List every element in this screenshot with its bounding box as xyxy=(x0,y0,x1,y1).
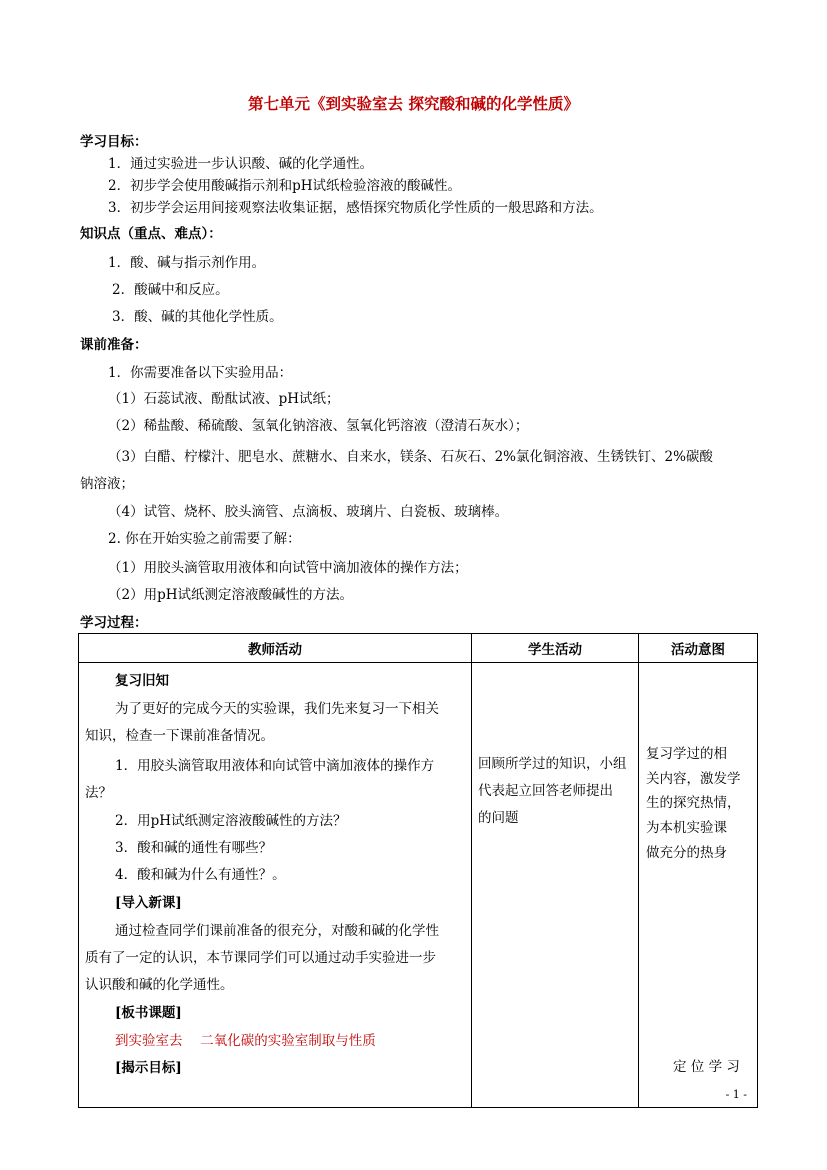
page-number: - 1 - xyxy=(725,1088,747,1101)
student-text: 的问题 xyxy=(478,810,519,826)
preparation-line: 2. 你在开始实验之前需要了解： xyxy=(108,531,301,547)
review-title: 复习旧知 xyxy=(115,673,169,689)
header-student-activity: 学生活动 xyxy=(472,634,639,663)
board-title: [板书课题] xyxy=(115,1005,182,1021)
teacher-text: 质有了一定的认识，本节课同学们可以通过动手实验进一步 xyxy=(85,950,436,966)
student-activity-cell xyxy=(472,663,639,1108)
teacher-text: 认识酸和碱的化学通性。 xyxy=(85,977,234,993)
key-points-heading: 知识点（重点、难点）： xyxy=(80,226,222,242)
teacher-text: 通过检查同学们课前准备的很充分，对酸和碱的化学性 xyxy=(115,923,439,939)
preparation-line: 钠溶液； xyxy=(80,476,134,492)
intent-text: 为本机实验课 xyxy=(646,820,727,836)
board-text: 到实验室去 二氧化碳的实验室制取与性质 xyxy=(115,1033,376,1049)
key-point-item: 1．酸、碱与指示剂作用。 xyxy=(108,255,266,271)
preparation-line: （4）试管、烧杯、胶头滴管、点滴板、玻璃片、白瓷板、玻璃棒。 xyxy=(108,504,509,520)
objective-item: 1．通过实验进一步认识酸、碱的化学通性。 xyxy=(108,156,374,172)
process-heading: 学习过程： xyxy=(80,615,148,631)
student-text: 代表起立回答老师提出 xyxy=(478,783,613,799)
table-row xyxy=(79,663,758,1108)
review-question: 法？ xyxy=(85,785,112,801)
table-header-row xyxy=(79,634,758,663)
intent-text: 生的探究热情， xyxy=(646,795,741,811)
preparation-line: （2）稀盐酸、稀硫酸、氢氧化钠溶液、氢氧化钙溶液（澄清石灰水）； xyxy=(108,418,529,434)
preparation-line: （1）用胶头滴管取用液体和向试管中滴加液体的操作方法； xyxy=(108,560,468,576)
preparation-line: （2）用pH试纸测定溶液酸碱性的方法。 xyxy=(108,587,354,603)
key-point-item: 3．酸、碱的其他化学性质。 xyxy=(112,309,283,325)
objective-item: 2．初步学会使用酸碱指示剂和pH试纸检验溶液的酸碱性。 xyxy=(108,178,462,194)
preparation-line: （3）白醋、柠檬汁、肥皂水、蔗糖水、自来水，镁条、石灰石、2%氯化铜溶液、生锈铁钉、2%碳酸 xyxy=(108,449,713,465)
intro-title: [导入新课] xyxy=(115,895,182,911)
activity-intent-cell xyxy=(639,663,758,1108)
teacher-text: 知识，检查一下课前准备情况。 xyxy=(85,728,274,744)
intent-text: 关内容，激发学 xyxy=(646,771,741,787)
review-question: 1．用胶头滴管取用液体和向试管中滴加液体的操作方 xyxy=(115,758,435,774)
student-text: 回顾所学过的知识，小组 xyxy=(478,756,627,772)
intent-text: 做充分的热身 xyxy=(646,845,727,861)
teacher-text: 为了更好的完成今天的实验课，我们先来复习一下相关 xyxy=(115,701,439,717)
objective-item: 3．初步学会运用间接观察法收集证据，感悟探究物质化学性质的一般思路和方法。 xyxy=(108,200,603,216)
preparation-heading: 课前准备： xyxy=(80,337,148,353)
intent-text: 定 位 学 习 xyxy=(673,1059,740,1075)
preparation-line: 1．你需要准备以下实验用品： xyxy=(108,365,293,381)
preparation-line: （1）石蕊试液、酚酞试液、pH试纸； xyxy=(108,391,340,407)
header-activity-intent: 活动意图 xyxy=(639,634,758,663)
lesson-table xyxy=(78,633,758,1108)
review-question: 3．酸和碱的通性有哪些？ xyxy=(115,840,273,856)
objectives-heading: 学习目标： xyxy=(80,134,148,150)
review-question: 2．用pH试纸测定溶液酸碱性的方法？ xyxy=(115,813,347,829)
teacher-activity-cell xyxy=(79,663,472,1108)
key-point-item: 2．酸碱中和反应。 xyxy=(112,282,229,298)
page-title: 第七单元《到实验室去 探究酸和碱的化学性质》 xyxy=(248,94,579,113)
goal-title: [揭示目标] xyxy=(115,1060,182,1076)
review-question: 4．酸和碱为什么有通性？。 xyxy=(115,867,286,883)
intent-text: 复习学过的相 xyxy=(646,746,727,762)
header-teacher-activity: 教师活动 xyxy=(79,634,472,663)
